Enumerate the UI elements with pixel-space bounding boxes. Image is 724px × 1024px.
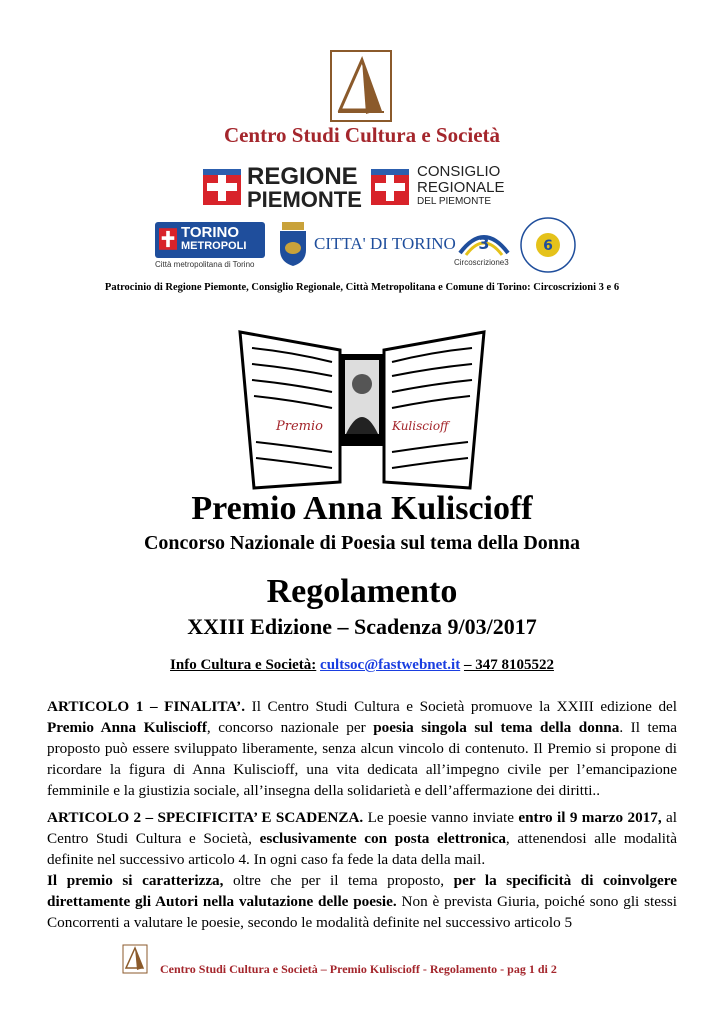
article-2-bold-2: esclusivamente con posta elettronica xyxy=(259,830,506,847)
footer-text: Centro Studi Cultura e Società – Premio Kuliscioff - Regolamento - pag 1 di 2 xyxy=(160,962,557,976)
book-left-text: Premio xyxy=(276,419,323,434)
consiglio-text-3: DEL PIEMONTE xyxy=(417,196,492,207)
circoscrizione-3-caption: Circoscrizione3 xyxy=(454,258,509,267)
regolamento-title: Regolamento xyxy=(266,573,458,610)
patronage-line: Patrocinio di Regione Piemonte, Consiglio Regionale, Città Metropolitana e Comune di Torino: Circoscrizioni 3 e 6 xyxy=(104,282,620,293)
email-link[interactable]: cultsoc@fastwebnet.it xyxy=(320,657,461,673)
regione-text-2: PIEMONTE xyxy=(247,187,362,212)
circoscrizione-6-logo xyxy=(518,215,578,275)
torino-metropoli-logo xyxy=(155,222,267,272)
article-1-bold-2: poesia singola sul tema della donna xyxy=(373,719,620,736)
footer-triangle-logo-icon xyxy=(122,944,148,974)
article-1-text-1: Il Centro Studi Cultura e Società promuove la XXIII edizione del xyxy=(245,698,677,715)
article-2-text-4: oltre che per il tema proposto, xyxy=(223,872,454,889)
regione-piemonte-logo xyxy=(203,163,371,213)
torino-flag-icon xyxy=(159,227,177,251)
circoscrizione-3-icon xyxy=(454,225,514,259)
torino-caption: Città metropolitana di Torino xyxy=(155,260,255,269)
article-2-text-2: al Centro Studi Cultura e Società, xyxy=(47,809,677,847)
article-2-bold-3: Il premio si caratterizza, xyxy=(47,872,224,889)
article-1-bold-1: Premio Anna Kuliscioff xyxy=(47,719,207,736)
edition-line: XXIII Edizione – Scadenza 9/03/2017 xyxy=(187,614,537,639)
info-phone: – 347 8105522 xyxy=(463,657,554,673)
consiglio-text-2: REGIONALE xyxy=(417,179,505,196)
regione-text-1: REGIONE xyxy=(247,163,358,190)
torino-text-2: METROPOLI xyxy=(181,240,247,252)
circoscrizione-6-icon xyxy=(518,215,578,275)
consiglio-text-1: CONSIGLIO xyxy=(417,163,501,180)
info-label: Info Cultura e Società: xyxy=(170,657,317,673)
article-1-heading: ARTICOLO 1 – FINALITA’. xyxy=(47,698,246,715)
svg-text:6: 6 xyxy=(543,238,553,254)
torino-text-1: TORINO xyxy=(181,224,240,241)
consiglio-flag-icon xyxy=(371,169,409,205)
article-1-text-2: , concorso nazionale per xyxy=(206,719,374,736)
torino-bull-shield-icon xyxy=(278,222,308,266)
article-2-text-5: Non è prevista Giuria, poiché sono gli stessi Concorrenti a valutare le poesie, secondo le modalità definite nel successivo articolo 5 xyxy=(47,893,677,931)
triangle-logo-icon xyxy=(330,50,392,122)
citta-torino-logo xyxy=(278,220,456,270)
article-2-bold-4: per la specificità di coinvolgere direttamente gli Autori nella valutazione delle poesie. xyxy=(47,872,677,910)
org-title: Centro Studi Cultura e Società xyxy=(223,123,501,147)
article-2-bold-1: entro il 9 marzo 2017, xyxy=(518,809,662,826)
book-portrait-illustration xyxy=(232,312,492,492)
svg-text:3: 3 xyxy=(478,234,490,253)
main-title: Premio Anna Kuliscioff xyxy=(191,490,533,527)
info-line xyxy=(0,657,724,674)
citta-torino-text: CITTA' DI TORINO xyxy=(314,234,456,253)
piemonte-flag-icon xyxy=(203,169,241,205)
article-2-text-3: , attenendosi alle modalità definite nel successivo articolo 4. In ogni caso fa fede la data della mail. xyxy=(47,830,677,868)
book-right-text: Kuliscioff xyxy=(392,419,449,433)
article-1-text-3: . Il tema proposto può essere sviluppato liberamente, senza alcun vincolo di contenuto. Il Premio si propone di ricordare la figura di Anna Kuliscioff, una vita dedicata all’impegno civile per l’emancipazione femminile e la giustizia sociale, all’insegna della solidarietà e dell’affermazione dei diritti.. xyxy=(47,719,677,799)
subtitle: Concorso Nazionale di Poesia sul tema della Donna xyxy=(143,532,581,554)
consiglio-regionale-logo xyxy=(371,163,531,213)
article-1 xyxy=(47,696,677,801)
article-2-heading: ARTICOLO 2 – SPECIFICITA’ E SCADENZA. xyxy=(47,809,364,826)
article-2 xyxy=(47,807,677,933)
article-2-text-1: Le poesie vanno inviate xyxy=(363,809,519,826)
circoscrizione-3-logo xyxy=(454,225,516,270)
